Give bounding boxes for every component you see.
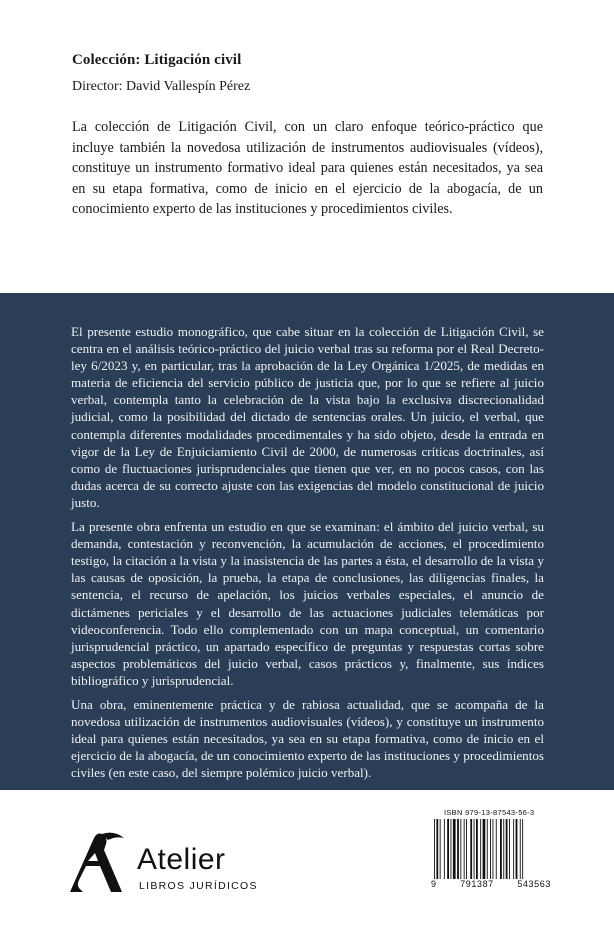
barcode-digits-right: 543563 bbox=[517, 879, 551, 889]
barcode-digit-left: 9 bbox=[431, 879, 437, 889]
collection-intro: La colección de Litigación Civil, con un claro enfoque teórico-práctico que incluye también la novedosa utilización de instrumentos audiovisuales (vídeos), constituye un instrumento formativo ideal para quienes están necesitados, ya sea en su etapa formativa, como de inicio en el ejercicio de la abogacía, de un conocimiento experto de las instituciones y procedimientos civiles. bbox=[72, 119, 543, 218]
barcode-bar bbox=[522, 819, 523, 879]
isbn-label: ISBN 979-13-87543-56-3 bbox=[444, 808, 535, 817]
barcode-bar bbox=[436, 819, 438, 879]
isbn-barcode bbox=[432, 819, 548, 879]
synopsis-text bbox=[71, 323, 544, 788]
barcode-bar bbox=[444, 819, 445, 879]
barcode-bar bbox=[480, 819, 481, 879]
barcode-bar bbox=[457, 819, 459, 879]
publisher-subtitle: LIBROS JURÍDICOS bbox=[139, 880, 258, 892]
barcode-bar bbox=[434, 819, 435, 879]
barcode-bar bbox=[509, 819, 510, 879]
barcode-digits-mid: 791387 bbox=[460, 879, 494, 889]
barcode-bar bbox=[440, 819, 441, 879]
barcode-bar bbox=[516, 819, 518, 879]
barcode-bar bbox=[483, 819, 486, 879]
barcode-bar bbox=[466, 819, 467, 879]
barcode-digits bbox=[431, 879, 551, 889]
barcode-bar bbox=[490, 819, 491, 879]
barcode-bar bbox=[476, 819, 478, 879]
barcode-bar bbox=[520, 819, 521, 879]
barcode-bar bbox=[464, 819, 465, 879]
barcode-bar bbox=[453, 819, 456, 879]
barcode-bar bbox=[447, 819, 449, 879]
barcode-bar bbox=[460, 819, 461, 879]
barcode-bar bbox=[506, 819, 508, 879]
synopsis-paragraph-1: El presente estudio monográfico, que cabe situar en la colección de Litigación Civil, se centra en el análisis teórico-práctico del juicio verbal tras su reforma por el Real Decreto-ley 6/2023 y, en particular, tras la aprobación de la Ley Orgánica 1/2025, de medidas en materia de eficiencia del servicio público de justicia que, por lo que se refiere al juicio verbal, contempla tanto la celebración de la vista bajo la exclusiva discrecionalidad judicial, como la posibilidad del dictado de sentencias orales. Un juicio, el verbal, que contempla diferentes modalidades procedimentales y ha sido objeto, desde la entrada en vigor de la Ley de Enjuiciamiento Civil de 2000, de numerosas críticas doctrinales, así como de fluctuaciones jurisprudenciales que tienen que ver, en no pocos casos, con las dudas acerca de su correcto ajuste con las exigencias del modelo constitucional de juicio justo. bbox=[71, 324, 544, 510]
barcode-bar bbox=[513, 819, 514, 879]
atelier-a-logo-icon bbox=[64, 828, 134, 898]
barcode-bar bbox=[487, 819, 488, 879]
publisher-name: Atelier bbox=[137, 843, 226, 876]
synopsis-paragraph-3: Una obra, eminentemente práctica y de rabiosa actualidad, que se acompaña de la novedosa utilización de instrumentos audiovisuales (vídeos), y constituye un instrumento ideal para quienes están necesitados, ya sea en su etapa formativa, como de inicio en el ejercicio de la abogacía, de un conocimiento experto de las instituciones y procedimientos civiles (en este caso, del siempre polémico juicio verbal). bbox=[71, 696, 544, 781]
barcode-bar bbox=[493, 819, 494, 879]
collection-director: Director: David Vallespín Pérez bbox=[72, 79, 251, 94]
barcode-bar bbox=[500, 819, 502, 879]
barcode-bar bbox=[503, 819, 504, 879]
barcode-bar bbox=[451, 819, 452, 879]
barcode-bar bbox=[496, 819, 497, 879]
barcode-bar bbox=[470, 819, 472, 879]
synopsis-paragraph-2: La presente obra enfrenta un estudio en que se examinan: el ámbito del juicio verbal, su demanda, contestación y reconvención, la acumulación de acciones, el procedimiento testigo, la citación a la vista y la inasistencia de las partes a ésta, el desarrollo de la vista y las causas de oposición, la prueba, la etapa de conclusiones, las diligencias finales, la sentencia, el recurso de apelación, los juicios verbales especiales, el anuncio de dictámenes periciales y el desarrollo de las actuaciones judiciales telemáticas por videoconferencia. Todo ello complementado con un mapa conceptual, un comentario jurisprudencial práctico, un apartado específico de preguntas y respuestas cortas sobre aspectos problemáticos del juicio verbal, casos prácticos y, finalmente, sus índices bibliográfico y jurisprudencial. bbox=[71, 519, 544, 688]
barcode-bar bbox=[474, 819, 475, 879]
collection-title: Colección: Litigación civil bbox=[72, 52, 242, 68]
collection-section bbox=[0, 0, 614, 293]
